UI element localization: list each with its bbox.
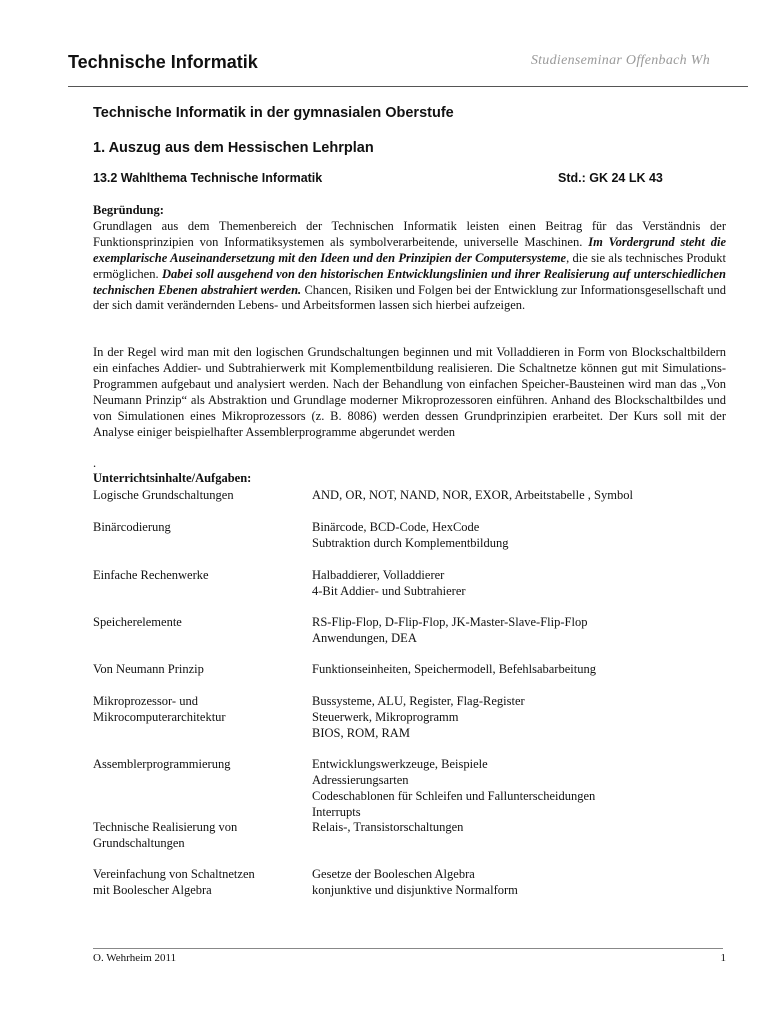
content-line: Funktionseinheiten, Speichermodell, Befehlsabarbeitung	[312, 662, 596, 676]
content-line: Entwicklungswerkzeuge, Beispiele	[312, 757, 488, 771]
topic-line: Einfache Rechenwerke	[93, 568, 209, 582]
content-line: RS-Flip-Flop, D-Flip-Flop, JK-Master-Slave-Flip-Flop	[312, 615, 588, 629]
content-cell	[312, 567, 732, 599]
topic-line: Speicherelemente	[93, 615, 182, 629]
content-cell	[312, 661, 732, 677]
begruendung-text-2: , die sie als technisches Produkt ermöglichen.	[93, 250, 726, 281]
content-line: Halbaddierer, Volladdierer	[312, 568, 445, 582]
content-cell	[312, 487, 732, 503]
content-cell	[312, 866, 732, 898]
topic-cell	[93, 756, 303, 772]
hours-label: Std.: GK 24 LK 43	[558, 171, 663, 185]
topic-cell	[93, 487, 303, 503]
content-line: Subtraktion durch Komplementbildung	[312, 536, 509, 550]
content-line: Anwendungen, DEA	[312, 631, 417, 645]
content-line: Adressierungsarten	[312, 773, 409, 787]
topic-line: Binärcodierung	[93, 520, 171, 534]
document-title: Technische Informatik in der gymnasialen Oberstufe	[93, 105, 454, 121]
header-divider	[68, 86, 748, 87]
content-line: Steuerwerk, Mikroprogramm	[312, 710, 459, 724]
content-cell	[312, 756, 732, 820]
content-line: AND, OR, NOT, NAND, NOR, EXOR, Arbeitstabelle , Symbol	[312, 488, 633, 502]
topic-line: Mikroprozessor- und	[93, 694, 198, 708]
topic-line: Technische Realisierung von	[93, 820, 238, 834]
begruendung-text-1: Grundlagen aus dem Themenbereich der Technischen Informatik leisten einen Beitrag für das Verständnis der Funktionsprinzipien von Informatiksystemen als symbolverarbeitende, universelle Maschinen.	[93, 218, 726, 249]
topic-cell	[93, 567, 303, 583]
footer-author: O. Wehrheim 2011	[93, 952, 177, 964]
topic-cell	[93, 614, 303, 630]
content-line: Interrupts	[312, 805, 361, 819]
topic-line: Grundschaltungen	[93, 836, 185, 850]
content-line: 4-Bit Addier- und Subtrahierer	[312, 584, 466, 598]
begruendung-emphasis-2: Dabei soll ausgehend von den historischen Entwicklungslinien und ihrer Realisierung auf unterschiedlichen technischen Ebenen abstrahiert werden.	[93, 266, 726, 297]
page-number: 1	[720, 952, 726, 964]
header-institution: Studienseminar Offenbach Wh	[530, 53, 710, 68]
topic-cell	[93, 661, 303, 677]
topic-line: Assemblerprogrammierung	[93, 757, 231, 771]
content-line: Bussysteme, ALU, Register, Flag-Register	[312, 694, 525, 708]
topic-line: Vereinfachung von Schaltnetzen	[93, 867, 255, 881]
footer-divider	[93, 948, 723, 949]
header-title: Technische Informatik	[68, 52, 258, 72]
begruendung-text-3: Chancen, Risiken und Folgen bei der Entwicklung zur Informationsgesellschaft und der sich damit verändernden Lebens- und Arbeitsformen lassen sich hierbei aufzeigen.	[93, 282, 726, 313]
content-cell	[312, 693, 732, 741]
topic-cell	[93, 693, 303, 725]
section-heading: 1. Auszug aus dem Hessischen Lehrplan	[93, 140, 374, 156]
content-line: Codeschablonen für Schleifen und Fallunterscheidungen	[312, 789, 596, 803]
content-line: Relais-, Transistorschaltungen	[312, 820, 464, 834]
subsection-heading: 13.2 Wahlthema Technische Informatik	[93, 171, 323, 185]
topic-line: Logische Grundschaltungen	[93, 488, 234, 502]
begruendung-label: Begründung:	[93, 203, 164, 217]
method-paragraph: In der Regel wird man mit den logischen Grundschaltungen beginnen und mit Volladdieren in Form von Blockschaltbildern ein einfaches Addier- und Subtrahierwerk mit Komplementbildung realisieren. Die Schaltnetze können gut mit Simulations-Programmen aufgebaut und analysiert werden. Nach der Behandlung von einfachen Speicher-Bausteinen wird man das „Von Neumann Prinzip“ als Abstraktion und Grundlage moderner Mikroprozessoren einführen. Anhand des Blockschaltbildes und von Simulationen eines Mikroprozessors (z. B. 8086) werden dessen Grundprinzipien erarbeitet. Der Kurs soll mit der Analyse einiger beispielhafter Assemblerprogramme abgerundet werden	[93, 345, 726, 439]
content-line: konjunktive und disjunktive Normalform	[312, 883, 518, 897]
content-cell	[312, 614, 732, 646]
topic-line: Von Neumann Prinzip	[93, 662, 204, 676]
content-line: Binärcode, BCD-Code, HexCode	[312, 520, 480, 534]
separator-dot: .	[93, 456, 97, 470]
topic-cell	[93, 819, 303, 851]
content-line: BIOS, ROM, RAM	[312, 726, 410, 740]
topic-line: Mikrocomputerarchitektur	[93, 710, 226, 724]
content-cell	[312, 519, 732, 551]
begruendung-emphasis-1: Im Vordergrund steht die exemplarische Auseinandersetzung mit den Ideen und den Prinzipien der Computersysteme	[93, 234, 726, 265]
begruendung-paragraph	[93, 203, 726, 314]
topic-cell	[93, 519, 303, 535]
topic-line: mit Boolescher Algebra	[93, 883, 212, 897]
topic-cell	[93, 866, 303, 898]
content-line: Gesetze der Booleschen Algebra	[312, 867, 475, 881]
content-cell	[312, 819, 732, 835]
inhalte-label: Unterrichtsinhalte/Aufgaben:	[93, 471, 252, 485]
